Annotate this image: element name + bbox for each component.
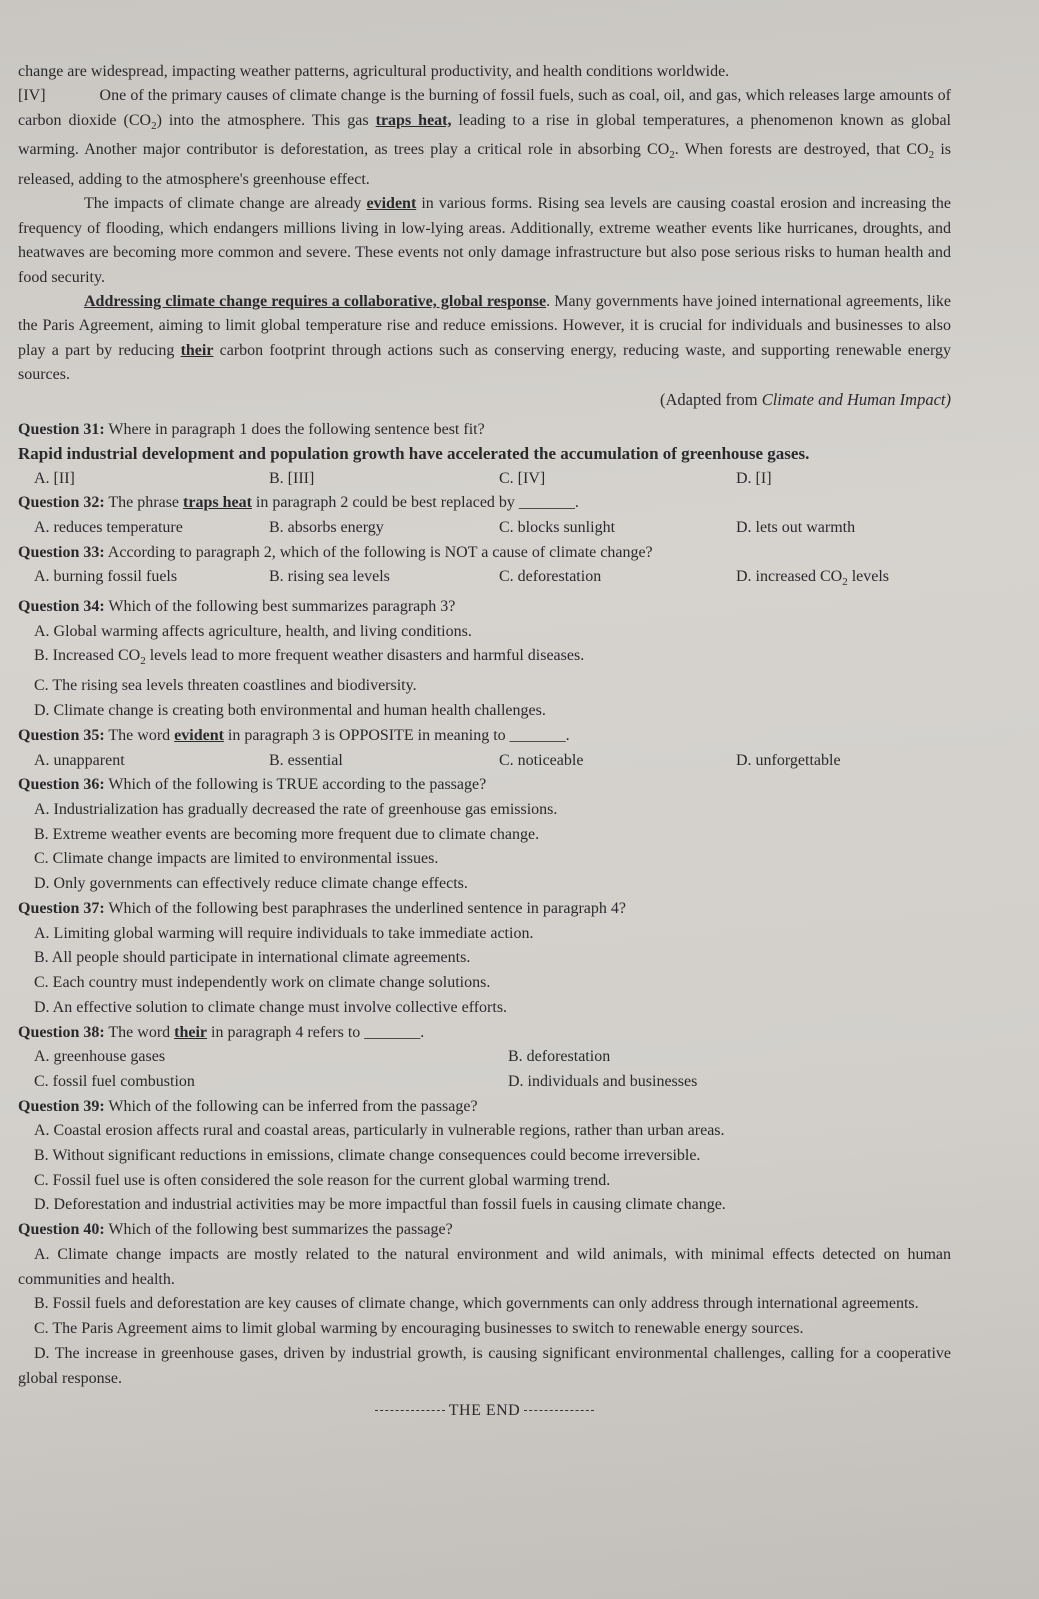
q36-option-a[interactable]: A. Industrialization has gradually decreased the rate of greenhouse gas emissions. — [34, 800, 558, 818]
q32-option-a[interactable]: A. reduces temperature — [34, 519, 183, 537]
question-39: Question 39: Which of the following can be inferred from the passage? A. Coastal erosion affects rural and coastal areas, particularly in vulnerable regions, rather than urban areas. B. Without significant reductions in emissions, climate change consequences could become irreversible. C. Fossil fuel use is often considered the sole reason for the current global warming trend. D. Deforestation and industrial activities may be more impactful than fossil fuels in causing climate change. — [18, 1095, 951, 1219]
question-34: Question 34: Which of the following best summarizes paragraph 3? A. Global warming affects agriculture, health, and living conditions. B. Increased $CO_2$ levels lead to more frequent weather disasters and harmful diseases. C. The rising sea levels threaten coastlines and biodiversity. D. Climate change is creating both environmental and human health challenges. — [18, 595, 951, 724]
q34-option-c[interactable]: C. The rising sea levels threaten coastlines and biodiversity. — [34, 677, 417, 695]
q37-option-b[interactable]: B. All people should participate in international climate agreements. — [34, 949, 471, 967]
q38-option-c[interactable]: C. fossil fuel combustion — [34, 1072, 195, 1090]
paragraph-1-tail: change are widespread, impacting weather patterns, agricultural productivity, and health conditions worldwide. — [18, 63, 730, 80]
underlined-their: their — [180, 341, 214, 359]
passage-source: (Adapted from Climate and Human Impact) — [660, 389, 951, 409]
q37-option-a[interactable]: A. Limiting global warming will require individuals to take immediate action. — [34, 924, 534, 942]
q36-option-c[interactable]: C. Climate change impacts are limited to environmental issues. — [34, 850, 439, 868]
q32-option-b[interactable]: B. absorbs energy — [269, 519, 384, 537]
q31-option-c[interactable]: C. [IV] — [499, 469, 546, 487]
q39-option-c[interactable]: C. Fossil fuel use is often considered the sole reason for the current global warming trend. — [34, 1171, 611, 1189]
q38-option-d[interactable]: D. individuals and businesses — [508, 1072, 698, 1090]
q32-option-c[interactable]: C. blocks sunlight — [499, 519, 616, 537]
q39-option-a[interactable]: A. Coastal erosion affects rural and coastal areas, particularly in vulnerable regions, rather than urban areas. — [34, 1122, 725, 1140]
q33-option-a[interactable]: A. burning fossil fuels — [34, 568, 178, 586]
paragraph-3: The impacts of climate change are already evident in various forms. Rising sea levels are causing coastal erosion and increasing the frequency of flooding, which endangers millions living in low-lying areas. Additionally, extreme weather events like hurricanes, droughts, and heatwaves are becoming more common and severe. These events not only damage infrastructure but also pose serious risks to human health and food security. — [18, 195, 951, 286]
end-divider-left — [375, 1410, 445, 1411]
q37-option-c[interactable]: C. Each country must independently work on climate change solutions. — [34, 974, 491, 992]
q38-option-a[interactable]: A. greenhouse gases — [34, 1048, 166, 1066]
q37-option-d[interactable]: D. An effective solution to climate change must involve collective efforts. — [34, 998, 508, 1016]
question-31: Question 31: Where in paragraph 1 does the following sentence best fit? Rapid industrial development and population growth have accelerated the accumulation of greenhouse gases. A. [II] B. [III] C. [IV] D. [I] — [18, 418, 951, 492]
q36-option-d[interactable]: D. Only governments can effectively reduce climate change effects. — [34, 875, 468, 893]
q33-option-b[interactable]: B. rising sea levels — [269, 568, 390, 586]
q34-options — [18, 620, 951, 724]
paragraph-4: Addressing climate change requires a collaborative, global response. Many governments have joined international agreements, like the Paris Agreement, aiming to limit global temperature rise and reduce emissions. However, it is crucial for individuals and businesses to also play a part by reducing their carbon footprint through actions such as conserving energy, reducing waste, and supporting renewable energy sources. — [18, 293, 952, 384]
question-37: Question 37: Which of the following best paraphrases the underlined sentence in paragraph 4? A. Limiting global warming will require individuals to take immediate action. B. All people should participate in international climate agreements. C. Each country must independently work on climate change solutions. D. An effective solution to climate change must involve collective efforts. — [18, 897, 951, 1021]
q40-option-d[interactable]: D. The increase in greenhouse gases, driven by industrial growth, is causing significant environmental challenges, calling for a cooperative global response. — [18, 1345, 951, 1387]
q38-options — [18, 1045, 951, 1094]
q40-option-b[interactable]: B. Fossil fuels and deforestation are key causes of climate change, which governments can only address through international agreements. — [34, 1295, 919, 1313]
underlined-evident: evident — [366, 195, 417, 213]
q35-option-b[interactable]: B. essential — [269, 751, 343, 769]
q35-option-a[interactable]: A. unapparent — [34, 751, 125, 769]
q36-option-b[interactable]: B. Extreme weather events are becoming more frequent due to climate change. — [34, 825, 540, 843]
q39-option-b[interactable]: B. Without significant reductions in emissions, climate change consequences could become irreversible. — [34, 1146, 701, 1164]
q35-option-d[interactable]: D. unforgettable — [736, 751, 841, 769]
q40-option-a[interactable]: A. Climate change impacts are mostly related to the natural environment and wild animals, with minimal effects detected on human communities and health. — [18, 1245, 951, 1288]
the-end-footer: THE END — [18, 1402, 951, 1420]
question-33: Question 33: According to paragraph 2, which of the following is NOT a cause of climate change? A. burning fossil fuels B. rising sea levels C. deforestation D. increased $CO_2$ levels — [18, 541, 951, 595]
question-32: Question 32: The phrase traps heat in paragraph 2 could be best replaced by _______. A. reduces temperature B. absorbs energy C. blocks sunlight D. lets out warmth — [18, 491, 951, 540]
q39-option-d[interactable]: D. Deforestation and industrial activities may be more impactful than fossil fuels in causing climate change. — [34, 1196, 726, 1214]
q31-option-a[interactable]: A. [II] — [34, 469, 75, 487]
question-35: Question 35: The word evident in paragraph 3 is OPPOSITE in meaning to _______. A. unapparent B. essential C. noticeable D. unforgettable — [18, 724, 951, 773]
marker-iv: [IV] — [18, 87, 46, 105]
underlined-traps-heat: traps heat, — [375, 111, 452, 129]
q36-options — [18, 798, 951, 897]
reading-passage — [18, 60, 951, 388]
q33-option-d[interactable]: D. increased $CO_2$ levels — [736, 568, 890, 589]
q35-options — [18, 749, 951, 774]
q33-options — [18, 565, 951, 595]
paragraph-2: [IV] One of the primary causes of climate change is the burning of fossil fuels, such as coal, oil, and gas, which releases large amounts of carbon dioxide $(CO_2)$ into the atmosphere. This gas traps heat, leading to a rise in global temperatures, a phenomenon known as global warming. Another major contributor is deforestation, as trees play a critical role in absorbing $CO_2$. When forests are destroyed, that $CO_2$ is released, adding to the atmosphere's greenhouse effect. — [18, 87, 952, 188]
question-36: Question 36: Which of the following is TRUE according to the passage? A. Industrialization has gradually decreased the rate of greenhouse gas emissions. B. Extreme weather events are becoming more frequent due to climate change. C. Climate change impacts are limited to environmental issues. D. Only governments can effectively reduce climate change effects. — [18, 773, 951, 897]
q34-option-b[interactable]: B. Increased $CO_2$ levels lead to more frequent weather disasters and harmful diseases. — [34, 647, 585, 668]
q34-option-a[interactable]: A. Global warming affects agriculture, health, and living conditions. — [34, 622, 472, 640]
q31-option-d[interactable]: D. [I] — [736, 469, 772, 487]
end-divider-right — [524, 1410, 594, 1411]
q34-option-d[interactable]: D. Climate change is creating both environmental and human health challenges. — [34, 702, 546, 720]
q33-option-c[interactable]: C. deforestation — [499, 568, 602, 586]
q37-options — [18, 922, 951, 1021]
underlined-sentence: Addressing climate change requires a collaborative, global response — [84, 293, 547, 311]
q40-option-c[interactable]: C. The Paris Agreement aims to limit global warming by encouraging businesses to switch to renewable energy sources. — [34, 1320, 804, 1338]
question-40: Question 40: Which of the following best summarizes the passage? A. Climate change impacts are mostly related to the natural environment and wild animals, with minimal effects detected on human communities and health. B. Fossil fuels and deforestation are key causes of climate change, which governments can only address through international agreements. C. The Paris Agreement aims to limit global warming by encouraging businesses to switch to renewable energy sources. D. The increase in greenhouse gases, driven by industrial growth, is causing significant environmental challenges, calling for a cooperative global response. — [18, 1218, 951, 1391]
question-38: Question 38: The word their in paragraph 4 refers to _______. A. greenhouse gases B. deforestation C. fossil fuel combustion D. individuals and businesses — [18, 1021, 951, 1095]
q38-option-b[interactable]: B. deforestation — [508, 1048, 611, 1066]
q39-options — [18, 1119, 951, 1218]
q32-option-d[interactable]: D. lets out warmth — [736, 519, 856, 537]
q35-option-c[interactable]: C. noticeable — [499, 751, 584, 769]
q31-sentence: Rapid industrial development and population growth have accelerated the accumulation of greenhouse gases. — [18, 444, 810, 464]
q31-options — [18, 467, 951, 492]
q32-options — [18, 516, 951, 541]
q40-options — [18, 1243, 951, 1392]
q31-option-b[interactable]: B. [III] — [269, 469, 315, 487]
